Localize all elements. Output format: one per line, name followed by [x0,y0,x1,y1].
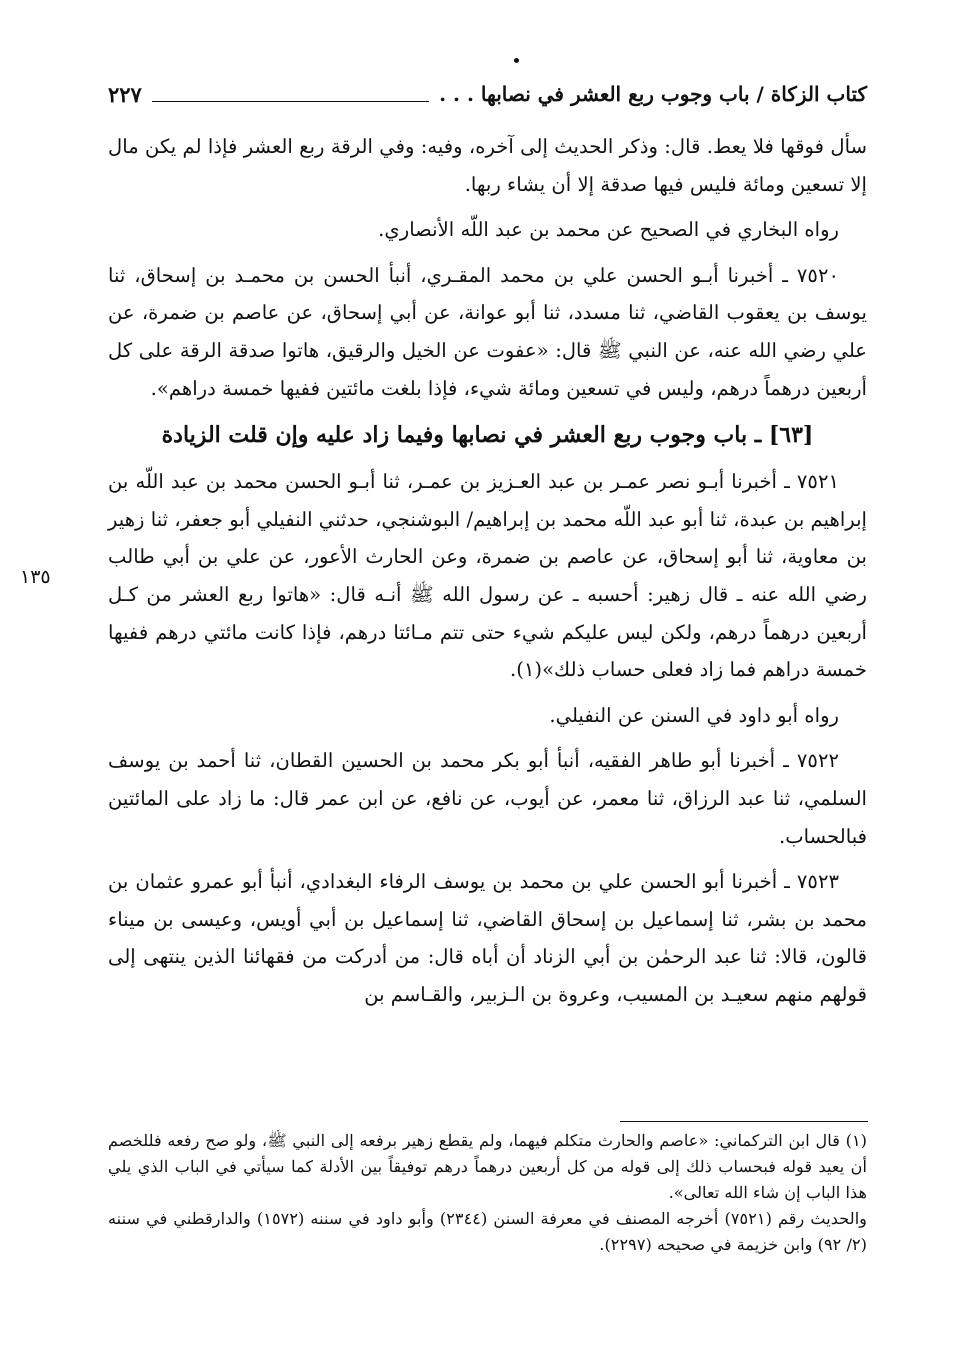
ink-dot [514,58,519,63]
header-title: كتاب الزكاة / باب وجوب ربع العشر في نصابها . . . [439,82,867,106]
paragraph-hadith-7521: ٧٥٢١ ـ أخبرنا أبـو نصر عمـر بن عبد العـزيز بن عمـر، ثنا أبـو الحسن محمد بن عبد اللّه بن إبراهيم بن عبدة، ثنا أبو عبد اللّه محمد بن إبراهيم/ البوشنجي، حدثني النفيلي أبو جعفر، ثنا زهير بن معاوية، ثنا أبو إسحاق، عن عاصم بن ضمرة، وعن الحارث الأعور، عن علي بن أبي طالب رضي الله عنه ـ قال زهير: أحسبه ـ عن رسول الله ﷺ أنـه قال: «هاتوا ربع العشر من كـل أربعين درهماً درهم، ولكن ليس عليكم شيء حتى تتم مـائتا درهم، فإذا كانت مائتي درهم ففيها خمسة دراهم فما زاد فعلى حساب ذلك»(١). [108,470,867,682]
paragraph-hadith-7522: ٧٥٢٢ ـ أخبرنا أبو طاهر الفقيه، أنبأ أبو بكر محمد بن الحسين القطان، ثنا أحمد بن يوسف السلمي، ثنا عبد الرزاق، ثنا معمر، عن أيوب، عن نافع، عن ابن عمر قال: ما زاد على المائتين فبالحساب. [108,749,867,848]
margin-page-reference: ١٣٥ [20,566,51,588]
paragraph-narration: رواه البخاري في الصحيح عن محمد بن عبد اللّه الأنصاري. [378,218,839,242]
header-rule [152,101,429,102]
main-text [108,128,867,1021]
footnotes [108,1128,867,1258]
paragraph-continuation: سأل فوقها فلا يعط. قال: وذكر الحديث إلى آخره، وفيه: وفي الرقة ربع العشر فإذا لم يكن مال إلا تسعين ومائة فليس فيها صدقة إلا أن يشاء ربها. [108,135,867,196]
paragraph-hadith-7523: ٧٥٢٣ ـ أخبرنا أبو الحسن علي بن محمد بن يوسف الرفاء البغدادي، أنبأ أبو عمرو عثمان بن محمد بن بشر، ثنا إسماعيل بن إسحاق القاضي، ثنا إسماعيل بن أبي أويس، وعيسى بن ميناء قالون، قالا: ثنا عبد الرحمٰن بن أبي الزناد أن أباه قال: من أدركت من فقهائنا الذين ينتهى إلى قولهم منهم سعيـد بن المسيب، وعروة بن الـزبير، والقـاسم بن [108,870,867,1006]
footnote-1: (١) قال ابن التركماني: «عاصم والحارث متكلم فيهما، ولم يقطع زهير برفعه إلى النبي ﷺ، ولو صح رفعه فللخصم أن يعيد قوله فبحساب ذلك إلى قوله من كل أربعين درهماً درهم توفيقاً بين الأدلة كما سيأتي في الباب الذي يلي هذا الباب إن شاء الله تعالى». [108,1131,867,1202]
running-header [108,74,867,114]
footnote-separator [620,1121,868,1122]
chapter-heading: [٦٣] ـ باب وجوب ربع العشر في نصابها وفيما زاد عليه وإن قلت الزيادة [161,422,814,449]
page-number: ٢٢٧ [108,81,142,107]
footnote-reference: والحديث رقم (٧٥٢١) أخرجه المصنف في معرفة السنن (٢٣٤٤) وأبو داود في سننه (١٥٧٢) والدارقطني في سننه (٢/ ٩٢) وابن خزيمة في صحيحه (٢٢٩٧). [108,1209,868,1254]
paragraph-hadith-7520: ٧٥٢٠ ـ أخبرنا أبـو الحسن علي بن محمد المقـري، أنبأ الحسن بن محمـد بن إسحاق، ثنا يوسف بن يعقوب القاضي، ثنا مسدد، ثنا أبو عوانة، عن أبي إسحاق، عن عاصم بن ضمرة، عن علي رضي الله عنه، عن النبي ﷺ قال: «عفوت عن الخيل والرقيق، هاتوا صدقة الرقة على كل أربعين درهماً درهم، وليس في تسعين ومائة شيء، فإذا بلغت مائتين ففيها خمسة دراهم». [108,263,867,400]
paragraph-narration: رواه أبو داود في السنن عن النفيلي. [549,703,839,727]
